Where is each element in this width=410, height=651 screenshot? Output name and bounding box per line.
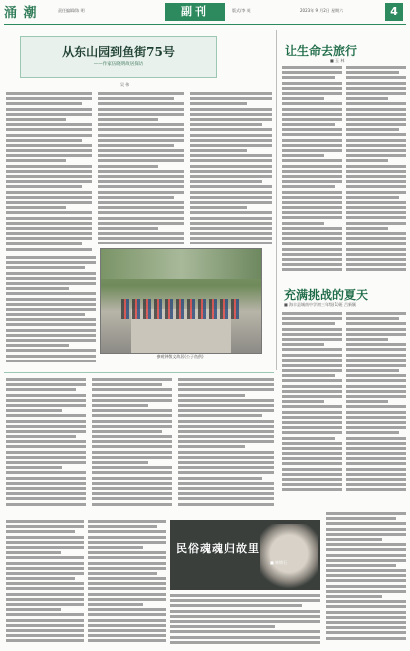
article1-column [190,92,272,244]
column-divider [276,30,277,370]
article3-author: ■ 海丰县城南中学初三年级(1)班 吕新颖 [284,302,356,307]
section-rule [4,372,274,373]
newspaper-brand: 涌 潮 [4,6,38,21]
article1-subtitle: ——作家伍晓明故居探访 [93,62,144,67]
article4-column [6,520,84,648]
house-visit-photo [100,248,262,354]
article4-column [88,520,166,648]
article1-column [6,256,96,362]
article1-author: 吴 伟 [120,82,130,87]
section-title: 副刊 [165,3,225,21]
article4-column [170,594,320,648]
article2-column [282,66,342,278]
issue-date: 2023年 9 月2日 星期六 [300,8,344,13]
article4-column [326,512,406,648]
editor-credit: 责任编辑/陈 明 [58,8,85,13]
article1-column [98,92,184,244]
article1-continued [6,378,86,514]
article1-continued [178,378,274,514]
layout-credit: 版式/李 英 [232,8,251,13]
article1-title: 从东山园到鱼街75号 [62,45,175,59]
article4-author: ■ 林锦石 [270,560,288,565]
article2-title: 让生命去旅行 [285,44,358,58]
page-number: 4 [385,3,403,21]
masthead [0,0,410,26]
article1-column [6,92,92,252]
article1-continued [92,378,172,514]
article2-column [346,66,406,278]
header-rule [4,24,406,25]
portrait-image [260,524,318,590]
article2-author: ■ 玉 林 [330,58,345,63]
article3-title: 充满挑战的夏天 [284,288,369,302]
article3-column [346,312,406,502]
article3-column [282,312,342,502]
photo-caption: 参观钟敬文故居(公子鱼供) [156,354,204,359]
article4-title: 民俗魂魂归故里 [176,542,260,555]
article1-title-box [20,36,217,78]
